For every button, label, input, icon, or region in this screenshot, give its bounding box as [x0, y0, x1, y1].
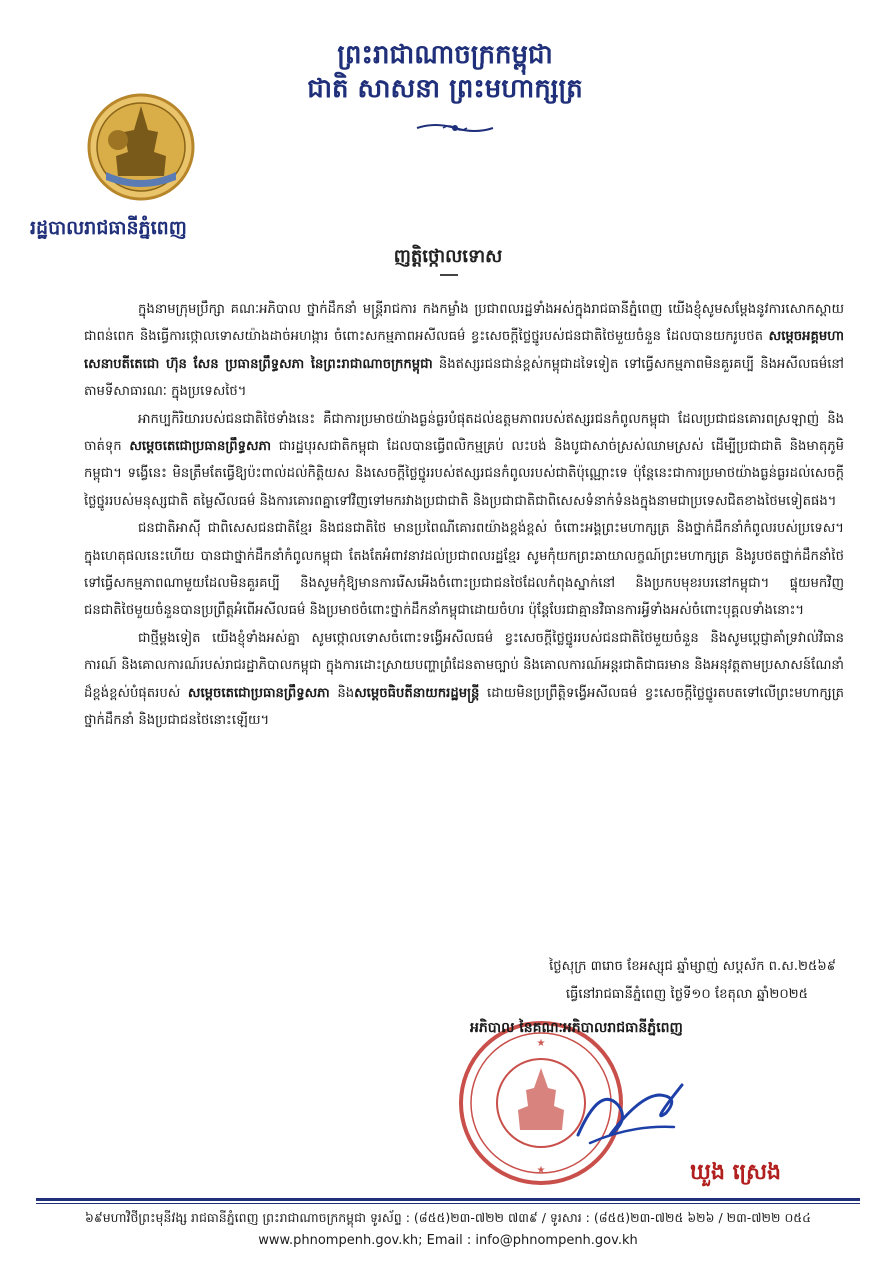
- paragraph-2: អាកប្បកិរិយារបស់ជនជាតិថៃទាំងនេះ គឺជាការប្រមាថយ៉ាងធ្ងន់ធ្ងរបំផុតដល់ឧត្តមភាពរបស់ឥស្សរជនកំពូលកម្ពុជា ដែលប្រជាជនគោរពស្រឡាញ់ និងចាត់ទុក សម្តេចតេជោប្រធានព្រឹទ្ធសភា ជារដ្ឋបុរសជាតិកម្ពុជា ដែលបានធ្វើពលិកម្មគ្រប់ លះបង់ និងបូជាសាច់ស្រស់ឈាមស្រស់ ដើម្បីប្រជាជាតិ និងមាតុភូមិកម្ពុជា។ ទង្វើនេះ មិនត្រឹមតែធ្វើឱ្យប៉ះពាល់ដល់កិត្តិយស និងសេចក្តីថ្លៃថ្នូររបស់ឥស្សរជនកំពូលរបស់ជាតិប៉ុណ្ណោះទេ ប៉ុន្តែនេះជាការប្រមាថយ៉ាងធ្ងន់ធ្ងរដល់សេចក្តីថ្លៃថ្នូររបស់មនុស្សជាតិ តម្លៃសីលធម៌ និងការគោរពគ្នាទៅវិញទៅមករវាងប្រជាជាតិ និងប្រជាជាតិជាពិសេសទំនាក់ទំនងក្នុងនាមជាប្រទេសជិតខាងថៃមទៀតផង។: [84, 411, 844, 509]
- kingdom-name: ព្រះរាជាណាចក្រកម្ពុជា: [337, 40, 553, 70]
- bold-senate-president-2: សម្តេចតេជោប្រធានព្រឹទ្ធសភា: [187, 685, 330, 701]
- paragraph-1: ក្នុងនាមក្រុមប្រឹក្សា គណៈអភិបាល ថ្នាក់ដឹកនាំ មន្ត្រីរាជការ កងកម្លាំង ប្រជាពលរដ្ឋទាំងអស់ក្នុងរាជធានីភ្នំពេញ យើងខ្ញុំសូមសម្តែងនូវការសោកស្តាយជាពន់ពេក និងធ្វើការថ្កោលទោសយ៉ាងដាច់អហង្ការ ចំពោះសកម្មភាពអសីលធម៌ ខ្វះសេចក្តីថ្លៃថ្នូរបស់ជនជាតិថៃមួយចំនួន ដែលបានយករូបថត សម្តេចអគ្គមហាសេនាបតីតេជោ ហ៊ុន សែន ប្រធានព្រឹទ្ធសភា នៃព្រះរាជាណាចក្រកម្ពុជា និងឥស្សរជនជាន់ខ្ពស់កម្ពុជាដទៃទៀត ទៅធ្វើសកម្មភាពមិនគួរគប្បី និងអសីលធម៌នៅតាមទីសាធារណៈ ក្នុងប្រទេសថៃ។: [84, 302, 844, 400]
- footer-contact: www.phnompenh.gov.kh; Email : info@phnompenh.gov.kh: [258, 1233, 638, 1248]
- bold-prime-minister: សម្តេចធិបតីនាយករដ្ឋមន្ត្រី: [354, 685, 480, 701]
- national-motto: ជាតិ សាសនា ព្រះមហាក្សត្រ: [307, 74, 583, 104]
- title-underline: [440, 274, 458, 276]
- footer-address: ៦៩មហាវិថីព្រះមុនីវង្ស រាជធានីភ្នំពេញ ព្រះរាជាណាចក្រកម្ពុជា ទូរស័ព្ទ : (៨៥៥)២៣-៧២២ ៧៣៩ / ទូរសារ : (៨៥៥)២៣-៧២៥ ៦២៦ / ២៣-៧២២ ០៥៤: [85, 1210, 811, 1225]
- bold-name-hun-sen: សម្តេចអគ្គមហាសេនាបតីតេជោ ហ៊ុន សែន ប្រធានព្រឹទ្ធសភា នៃព្រះរាជាណាចក្រកម្ពុជា: [84, 329, 844, 372]
- footer-divider-thin: [36, 1203, 860, 1204]
- kingdom-header: [300, 38, 590, 106]
- phnom-penh-emblem-icon: [86, 92, 196, 202]
- issuing-authority: រដ្ឋបាលរាជធានីភ្នំពេញ: [30, 217, 187, 239]
- solar-date: ធ្វើនៅរាជធានីភ្នំពេញ ថ្ងៃទី១០ ខែតុលា ឆ្នាំ២០២៥: [565, 987, 808, 1002]
- signatory-name: ឃួង ស្រេង: [690, 1160, 782, 1185]
- paragraph-4: ជាថ្មីម្តងទៀត យើងខ្ញុំទាំងអស់គ្នា សូមថ្កោលទោសចំពោះទង្វើអសីលធម៌ ខ្វះសេចក្តីថ្លៃថ្នូររបស់ជនជាតិថៃមួយចំនួន និងសូមប្តេជ្ញាគាំទ្រវាល់វិធានការណ៍ និងគោលការណ៍របស់រាជរដ្ឋាភិបាលកម្ពុជា ក្នុងការដោះស្រាយបញ្ហាព្រំដែនតាមច្បាប់ និងគោលការណ៍អន្តរជាតិជាធរមាន និងអនុវត្តតាមប្រសាសន៍ណែនាំដ៏ខ្ពង់ខ្ពស់បំផុតរបស់ សម្តេចតេជោប្រធានព្រឹទ្ធសភា និងសម្តេចធិបតីនាយករដ្ឋមន្ត្រី ដោយមិនប្រព្រឹត្តិទង្វើអសីលធម៌ ខ្វះសេចក្តីថ្លៃថ្នូរតបតទៅលើព្រះមហាក្សត្រ ថ្នាក់ដឹកនាំ និងប្រជាជនថៃនោះឡើយ។: [84, 630, 844, 729]
- lunar-date: ថ្ងៃសុក្រ ៣រោច ខែអស្សុជ ឆ្នាំម្សាញ់ សប្តស័ក ព.ស.២៥៦៩: [549, 959, 836, 974]
- svg-text:★: ★: [536, 1038, 546, 1049]
- handwritten-signature-icon: [570, 1065, 690, 1155]
- svg-text:★: ★: [536, 1165, 546, 1176]
- footer-divider: [36, 1198, 860, 1201]
- signatory-title: អភិបាល នៃគណៈអភិបាលរាជធានីភ្នំពេញ: [470, 1020, 683, 1036]
- ornament-divider-icon: [415, 120, 495, 136]
- bold-senate-president: សម្តេចតេជោប្រធានព្រឹទ្ធសភា: [129, 439, 272, 455]
- document-body: [84, 296, 844, 735]
- paragraph-3: ជនជាតិអាស៊ី ជាពិសេសជនជាតិខ្មែរ និងជនជាតិថៃ មានប្រពៃណីគោរពយ៉ាងខ្ពង់ខ្ពស់ ចំពោះអង្គព្រះមហាក្សត្រ និងថ្នាក់ដឹកនាំកំពូលរបស់ប្រទេស។ ក្នុងហេតុផលនេះហើយ បានជាថ្នាក់ដឹកនាំកំពូលកម្ពុជា តែងតែអំពាវនាវដល់ប្រជាពលរដ្ឋខ្មែរ សូមកុំយកព្រះឆាយាលក្ខណ៍ព្រះមហាក្សត្រ និងរូបថតថ្នាក់ដឹកនាំថៃ ទៅធ្វើសកម្មភាពណាមួយដែលមិនគួរគប្បី និងសូមកុំឱ្យមានការរើសអើងចំពោះប្រជាជនថៃដែលកំពុងស្នាក់នៅ និងប្រកបមុខរបរនៅកម្ពុជា។ ផ្ទុយមកវិញ ជនជាតិថៃមួយចំនួនបានប្រព្រឹត្តអំពើអសីលធម៌ និងប្រមាថចំពោះថ្នាក់ដឹកនាំកម្ពុជាដោយចំហរ ប៉ុន្តែបែរជាគ្មានវិធានការអ្វីទាំងអស់ចំពោះបុគ្គលទាំងនោះ។: [84, 521, 844, 619]
- document-title: ញត្តិថ្កោលទោស: [393, 246, 503, 267]
